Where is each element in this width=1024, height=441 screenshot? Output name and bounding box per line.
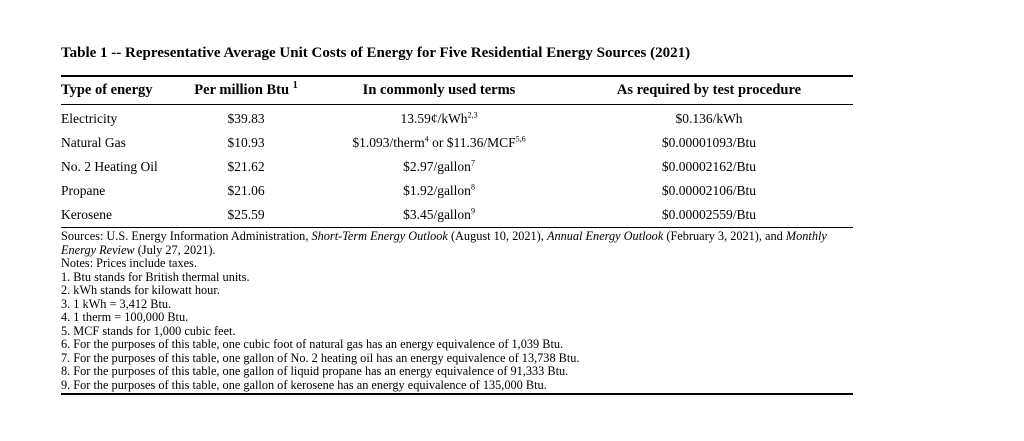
sources-note xyxy=(61,230,853,257)
source-annual-energy-outlook: Annual Energy Outlook xyxy=(546,229,664,243)
footnote-4: 4. 1 therm = 100,000 Btu. xyxy=(61,310,189,324)
cell-per-million-btu: $25.59 xyxy=(227,207,265,222)
common-term-value: $1.92/gallon xyxy=(403,183,471,198)
header-common-terms: In commonly used terms xyxy=(362,82,516,98)
cell-test-procedure: $0.00002559/Btu xyxy=(661,207,757,222)
cell-common-terms xyxy=(313,203,565,227)
cell-per-million-btu: $21.06 xyxy=(227,183,265,198)
source-date-3: (July 27, 2021). xyxy=(134,242,216,257)
footnote-mark: 4 xyxy=(424,134,429,144)
table-row xyxy=(61,131,853,155)
cell-common-terms xyxy=(313,179,565,203)
footnote-6: 6. For the purposes of this table, one cubic foot of natural gas has an energy equivalence of 1,039 Btu. xyxy=(61,337,564,351)
cell-test-procedure: $0.00002106/Btu xyxy=(661,183,757,198)
cell-energy-type: No. 2 Heating Oil xyxy=(61,159,158,174)
footnote-5: 5. MCF stands for 1,000 cubic feet. xyxy=(61,323,236,338)
cell-common-terms xyxy=(313,155,565,179)
table-row xyxy=(61,105,853,132)
common-term-value: $3.45/gallon xyxy=(403,207,471,222)
source-date-2: (February 3, 2021), and xyxy=(663,229,786,243)
footnote-1: 1. Btu stands for British thermal units. xyxy=(61,269,250,284)
cell-test-procedure: $0.00001093/Btu xyxy=(661,135,757,150)
common-term-value: $1.093/therm xyxy=(352,135,425,150)
cell-per-million-btu: $21.62 xyxy=(227,159,265,174)
cell-common-terms xyxy=(313,131,565,155)
common-term-value: 13.59¢/kWh xyxy=(400,111,468,126)
header-test-procedure: As required by test procedure xyxy=(616,82,802,98)
footnote-2: 2. kWh stands for kilowatt hour. xyxy=(61,283,220,297)
footnote-3: 3. 1 kWh = 3,412 Btu. xyxy=(61,296,172,311)
footnote-mark: 1 xyxy=(292,80,298,92)
footnote-mark: 8 xyxy=(470,182,475,192)
header-per-million-btu xyxy=(179,76,313,105)
footnote-9: 9. For the purposes of this table, one gallon of kerosene has an energy equivalence of 135,000 Btu. xyxy=(61,377,547,392)
table-notes xyxy=(61,227,853,395)
note-taxes: Notes: Prices include taxes. xyxy=(61,256,197,270)
footnote-7: 7. For the purposes of this table, one gallon of No. 2 heating oil has an energy equivalence of 13,738 Btu. xyxy=(61,350,580,365)
header-type-of-energy: Type of energy xyxy=(61,82,153,98)
table-header-row xyxy=(61,76,853,105)
cell-common-terms xyxy=(313,105,565,132)
common-term-alt-value: or $11.36/MCF xyxy=(428,135,516,150)
cell-test-procedure: $0.00002162/Btu xyxy=(661,159,757,174)
table-row xyxy=(61,179,853,203)
cell-energy-type: Natural Gas xyxy=(61,135,126,150)
table-row xyxy=(61,203,853,227)
common-term-value: $2.97/gallon xyxy=(403,159,471,174)
table-caption: Table 1 -- Representative Average Unit Costs of Energy for Five Residential Energy Sources (2021) xyxy=(61,45,691,61)
table-row xyxy=(61,155,853,179)
cell-per-million-btu: $39.83 xyxy=(227,111,265,126)
cell-energy-type: Electricity xyxy=(61,111,118,126)
energy-cost-table-block xyxy=(61,44,853,395)
energy-cost-table xyxy=(61,75,853,227)
footnote-mark: 7 xyxy=(470,158,475,168)
footnote-mark: 2,3 xyxy=(467,110,478,120)
source-monthly-energy-review: Monthly Energy Review xyxy=(61,229,827,257)
source-short-term-energy-outlook: Short-Term Energy Outlook xyxy=(311,229,448,243)
source-date-1: (August 10, 2021), xyxy=(447,229,547,243)
footnote-mark: 9 xyxy=(470,206,475,216)
cell-energy-type: Kerosene xyxy=(61,207,112,222)
header-per-million-label: Per million Btu xyxy=(194,82,290,98)
cell-energy-type: Propane xyxy=(61,183,106,198)
sources-prefix: Sources: U.S. Energy Information Administration, xyxy=(61,229,312,243)
footnote-8: 8. For the purposes of this table, one gallon of liquid propane has an energy equivalence of 91,333 Btu. xyxy=(61,364,569,378)
cell-test-procedure: $0.136/kWh xyxy=(675,111,743,126)
footnote-mark: 5,6 xyxy=(515,134,526,144)
cell-per-million-btu: $10.93 xyxy=(227,135,265,150)
